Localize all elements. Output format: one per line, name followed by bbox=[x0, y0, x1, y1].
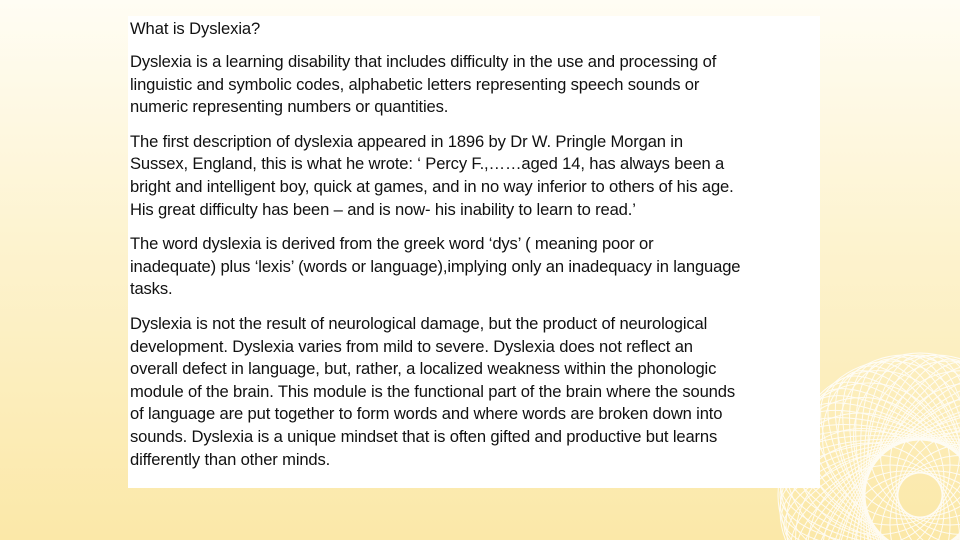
spirograph-ring bbox=[868, 465, 960, 540]
spirograph-loop bbox=[820, 345, 960, 540]
spirograph-ring bbox=[822, 355, 960, 519]
spirograph-ring bbox=[854, 471, 960, 540]
spirograph-loop bbox=[820, 345, 960, 540]
paragraph-neurology: Dyslexia is not the result of neurological damage, but the product of neurological development. Dyslexia varies from mild to severe. Dyslexia does not reflect an overall defect in language, but, rather, a localized weakness within the phonologic module of the brain. This module is the functional part of the brain where the sounds of language are put together to form words and where words are broken down into sounds. Dyslexia is a unique mindset that is often gifted and productive but learns differently than other minds. bbox=[130, 313, 735, 469]
spirograph-loop bbox=[811, 345, 960, 540]
spirograph-loop bbox=[842, 348, 960, 540]
spirograph-loop bbox=[831, 346, 960, 540]
spirograph-ring bbox=[838, 473, 960, 540]
spirograph-loop bbox=[853, 351, 960, 540]
spirograph-loop bbox=[802, 346, 960, 540]
spirograph-ring bbox=[822, 471, 960, 540]
paragraph-definition: Dyslexia is a learning disability that includes difficulty in the use and processing of linguistic and symbolic codes, alphabetic letters representing speech sounds or numeric representing numbers or quantities. bbox=[130, 52, 717, 117]
spirograph-ring bbox=[796, 455, 960, 540]
spirograph-loop bbox=[865, 355, 960, 540]
spirograph-ring bbox=[880, 371, 960, 535]
spirograph-loop bbox=[831, 346, 960, 540]
spirograph-loop bbox=[842, 348, 960, 540]
document-title: What is Dyslexia? bbox=[130, 19, 261, 38]
document-card bbox=[128, 16, 820, 488]
spirograph-ring bbox=[890, 443, 960, 540]
paragraph-etymology: The word dyslexia is derived from the greek word ‘dys’ ( meaning poor or inadequate) plus ‘lexis’ (words or language),implying only an inadequacy in language tasks. bbox=[130, 234, 741, 299]
paragraph-history: The first description of dyslexia appeared in 1896 by Dr W. Pringle Morgan in Sussex, England, this is what he wrote: ‘ Percy F.,……aged 14, has always been a bright and intelligent boy, quick at games, and in no way inferior to others of his age. His great difficulty has been – and is now- his inability to learn to read.’ bbox=[130, 131, 734, 219]
spirograph-ring bbox=[854, 355, 960, 519]
spirograph-ring bbox=[896, 397, 960, 540]
spirograph-ring bbox=[868, 361, 960, 525]
spirograph-loop bbox=[853, 351, 960, 540]
spirograph-ring bbox=[890, 383, 960, 540]
spirograph-ring bbox=[796, 371, 960, 535]
spirograph-ring bbox=[808, 361, 960, 525]
spirograph-loop bbox=[811, 345, 960, 540]
spirograph-loop bbox=[802, 346, 960, 540]
spirograph-ring bbox=[880, 455, 960, 540]
spirograph-ring bbox=[896, 429, 960, 540]
spirograph-ring bbox=[808, 465, 960, 540]
spirograph-ring bbox=[898, 413, 960, 540]
spirograph-ring bbox=[838, 353, 960, 517]
